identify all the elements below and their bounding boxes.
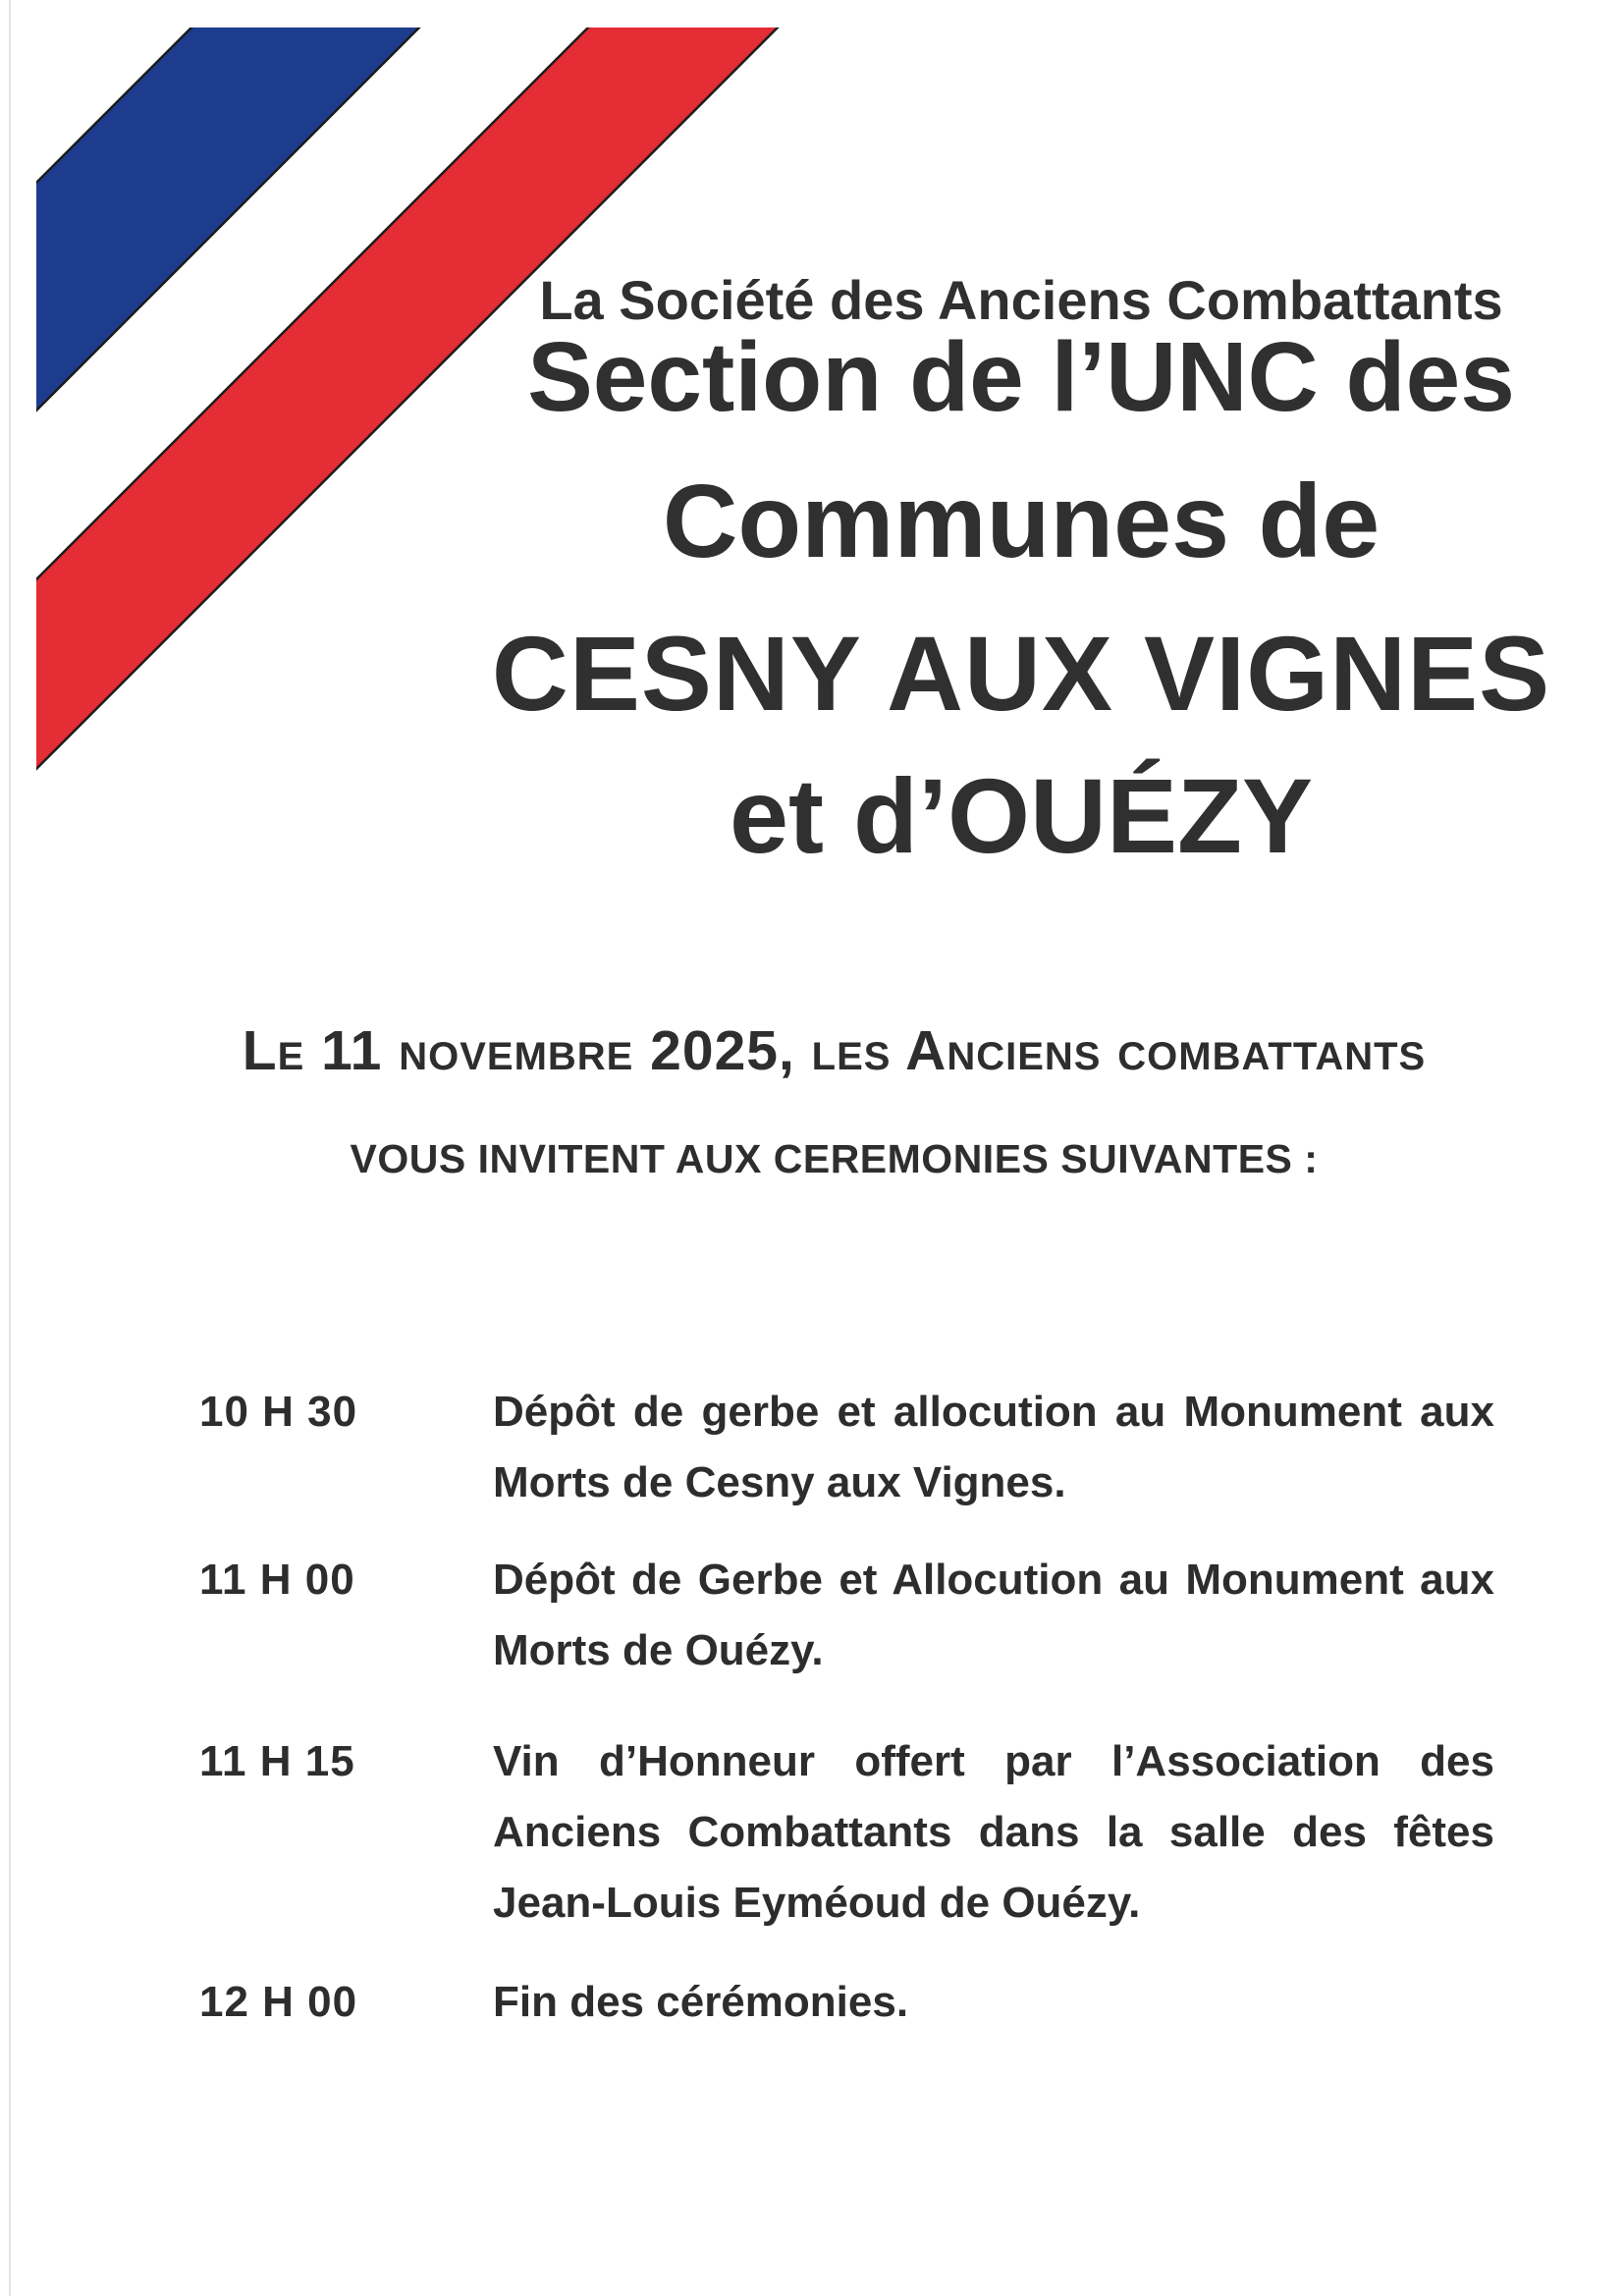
- scan-edge-line: [9, 0, 11, 2296]
- title-commune-cesny: CESNY AUX VIGNES: [491, 614, 1551, 733]
- ceremony-schedule: [199, 1377, 1494, 2038]
- title-block: [432, 269, 1610, 875]
- schedule-time: 10 H 30: [199, 1388, 358, 1436]
- schedule-time: 12 H 00: [199, 1978, 358, 2026]
- schedule-time: 11 H 00: [199, 1556, 355, 1604]
- invitation-line: VOUS INVITENT AUX CEREMONIES SUIVANTES :: [350, 1136, 1319, 1181]
- schedule-time: 11 H 15: [199, 1737, 355, 1785]
- ceremony-date-line: Le 11 novembre 2025, les Anciens combattants: [242, 1019, 1427, 1082]
- schedule-row: [199, 1545, 1494, 1686]
- title-section-line: Section de l’UNC des: [527, 322, 1515, 432]
- invitation-block: [44, 1021, 1624, 1180]
- schedule-row: [199, 1967, 1494, 2038]
- schedule-row: [199, 1726, 1494, 1939]
- title-commune-ouezy: et d’OUÉZY: [729, 756, 1314, 875]
- schedule-description: Vin d’Honneur offert par l’Association des Anciens Combattants dans la salle des fêtes Jean-Louis Eyméoud de Ouézy.: [493, 1737, 1494, 1927]
- schedule-row: [199, 1377, 1494, 1518]
- title-communes-line: Communes de: [662, 464, 1380, 579]
- title-society-line: La Société des Anciens Combattants: [539, 269, 1503, 331]
- schedule-description: Dépôt de Gerbe et Allocution au Monument aux Morts de Ouézy.: [493, 1556, 1494, 1674]
- schedule-description: Dépôt de gerbe et allocution au Monument aux Morts de Cesny aux Vignes.: [493, 1388, 1494, 1506]
- schedule-description: Fin des cérémonies.: [493, 1978, 909, 2026]
